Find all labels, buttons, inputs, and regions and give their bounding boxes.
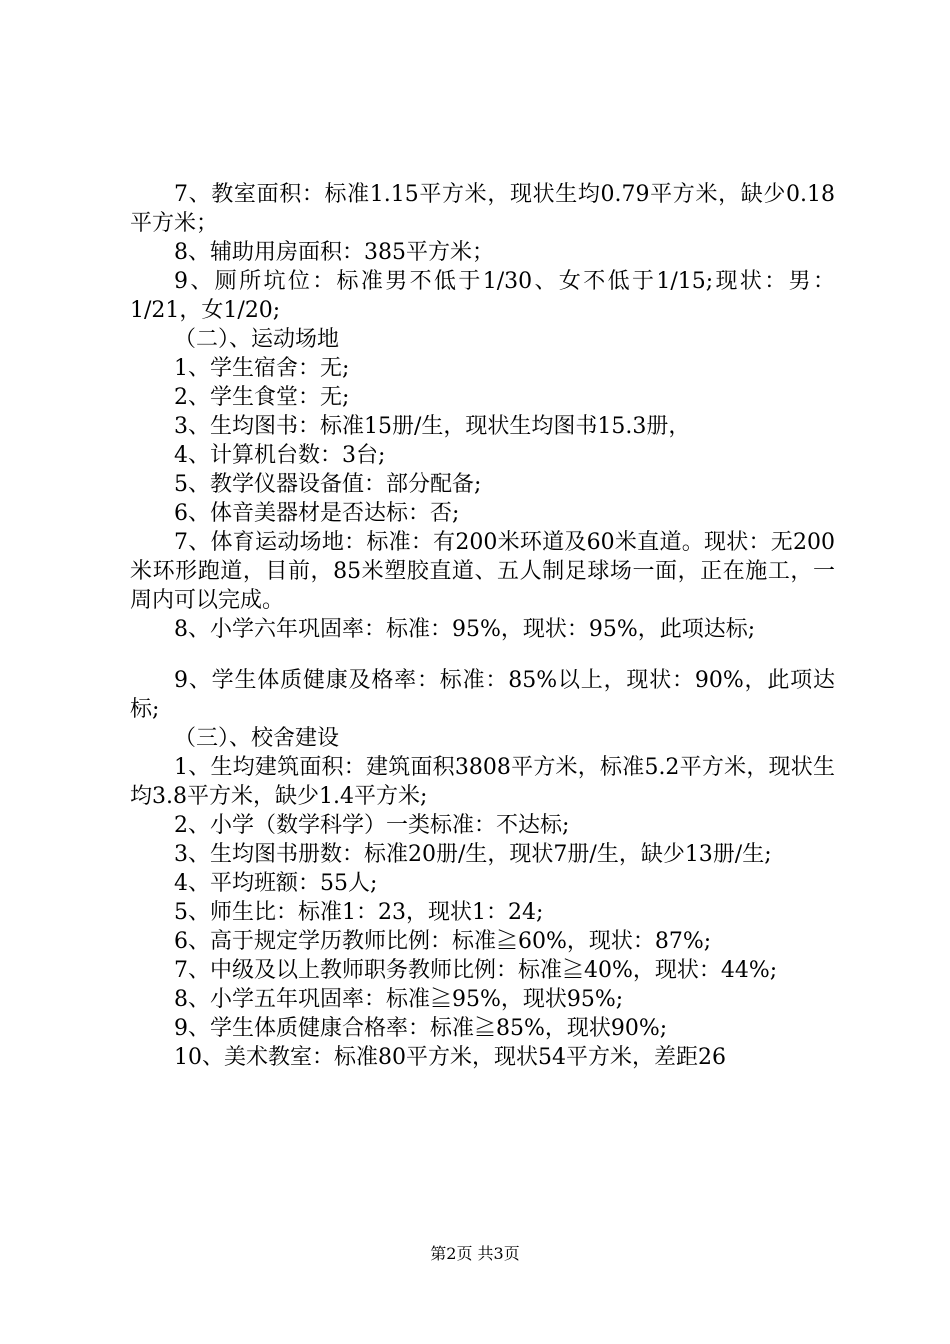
paragraph: 3、生均图书：标准15册/生，现状生均图书15.3册， xyxy=(174,414,691,439)
paragraph: 6、高于规定学历教师比例：标准≧60%，现状：87%; xyxy=(174,929,712,954)
paragraph: 5、师生比：标准1：23，现状1：24; xyxy=(174,900,544,925)
paragraph: 3、生均图书册数：标准20册/生，现状7册/生，缺少13册/生; xyxy=(174,842,772,867)
paragraph: 4、计算机台数：3台; xyxy=(174,443,386,468)
paragraph: 1、学生宿舍：无; xyxy=(174,356,350,381)
section-heading: （二）、运动场地 xyxy=(174,327,340,352)
paragraph: 7、教室面积：标准1.15平方米，现状生均0.79平方米，缺少0.18平方米； xyxy=(130,182,835,236)
document-body xyxy=(130,180,835,1072)
paragraph: 7、中级及以上教师职务教师比例：标准≧40%，现状：44%; xyxy=(174,958,778,983)
paragraph: 9、学生体质健康合格率：标准≧85%，现状90%; xyxy=(174,1016,668,1041)
page-footer: 第2页 共3页 xyxy=(430,1244,520,1263)
paragraph: 8、小学六年巩固率：标准：95%，现状：95%，此项达标; xyxy=(174,617,756,642)
paragraph: 6、体音美器材是否达标：否; xyxy=(174,501,460,526)
paragraph: 7、体育运动场地：标准：有200米环道及60米直道。现状：无200米环形跑道，目前，85米塑胶直道、五人制足球场一面，正在施工，一周内可以完成。 xyxy=(130,530,835,613)
section-heading: （三）、校舍建设 xyxy=(174,726,340,751)
paragraph: 10、美术教室：标准80平方米，现状54平方米，差距26 xyxy=(174,1045,726,1070)
paragraph: 2、小学（数学科学）一类标准：不达标; xyxy=(174,813,570,838)
paragraph: 4、平均班额：55人; xyxy=(174,871,378,896)
paragraph: 8、辅助用房面积：385平方米； xyxy=(174,240,494,265)
paragraph: 8、小学五年巩固率：标准≧95%，现状95%; xyxy=(174,987,624,1012)
paragraph: 9、厕所坑位：标准男不低于1/30、女不低于1/15;现状：男：1/21，女1/20; xyxy=(130,269,835,323)
paragraph: 9、学生体质健康及格率：标准：85%以上，现状：90%，此项达标; xyxy=(130,668,835,722)
paragraph: 5、教学仪器设备值：部分配备; xyxy=(174,472,482,497)
paragraph: 2、学生食堂：无; xyxy=(174,385,350,410)
paragraph: 1、生均建筑面积：建筑面积3808平方米，标准5.2平方米，现状生均3.8平方米，缺少1.4平方米; xyxy=(130,755,835,809)
